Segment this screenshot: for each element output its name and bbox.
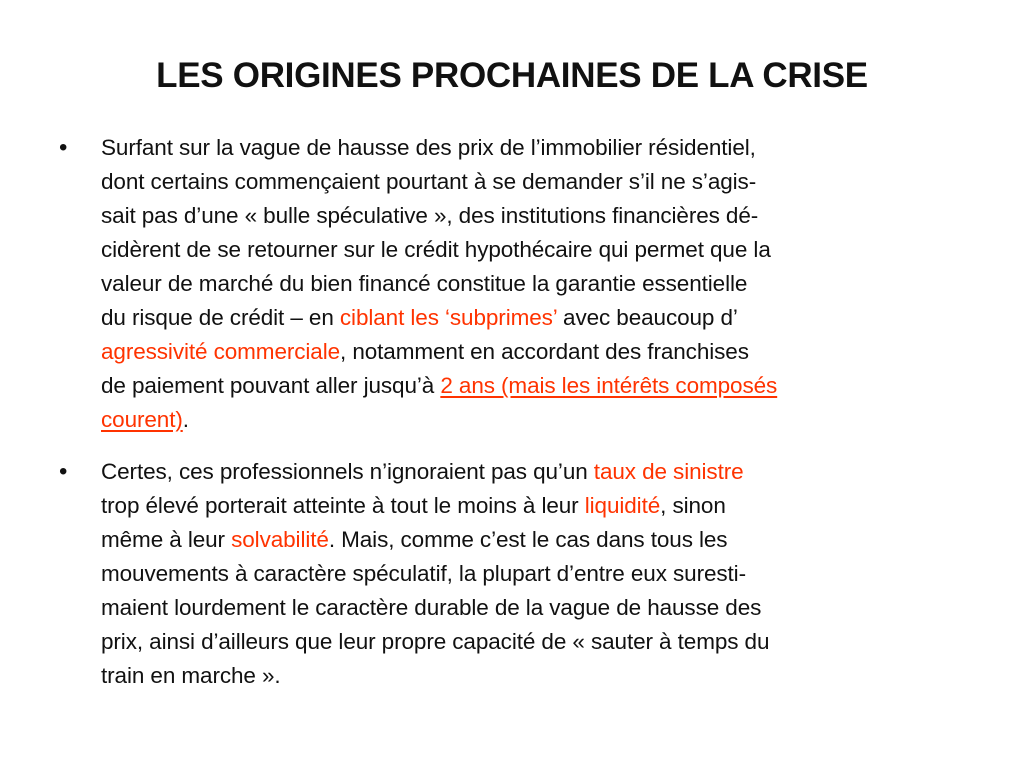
text-line: sait pas d’une « bulle spéculative », des institutions financières dé- bbox=[101, 203, 759, 228]
text-line: valeur de marché du bien financé constitue la garantie essentielle bbox=[101, 271, 748, 296]
bullet-icon: • bbox=[59, 134, 68, 161]
text-line bbox=[101, 301, 971, 335]
text-segment: . Mais, comme c’est le cas dans tous les bbox=[328, 527, 728, 552]
text-line: cidèrent de se retourner sur le crédit hypothécaire qui permet que la bbox=[101, 237, 771, 262]
text-line bbox=[101, 523, 971, 557]
highlight-liquidite: liquidité bbox=[584, 493, 661, 518]
text-line bbox=[101, 489, 971, 523]
text-line: maient lourdement le caractère durable de la vague de hausse des bbox=[101, 595, 762, 620]
text-line: mouvements à caractère spéculatif, la plupart d’entre eux suresti- bbox=[101, 561, 746, 586]
hyperlink-2-ans[interactable]: 2 ans (mais les intérêts composés bbox=[440, 373, 778, 398]
text-line bbox=[101, 403, 971, 437]
text-segment: avec beaucoup d’ bbox=[556, 305, 738, 330]
text-line: dont certains commençaient pourtant à se demander s’il ne s’agis- bbox=[101, 169, 757, 194]
highlight-taux-de-sinistre: taux de sinistre bbox=[593, 459, 744, 484]
text-line bbox=[101, 455, 971, 489]
text-line bbox=[101, 335, 971, 369]
bullet-item-1 bbox=[0, 131, 1024, 437]
bullet-list bbox=[0, 131, 1024, 711]
bullet-text-1 bbox=[101, 131, 971, 437]
text-segment: Certes, ces professionnels n’ignoraient pas qu’un bbox=[101, 459, 594, 484]
text-line: Surfant sur la vague de hausse des prix de l’immobilier résidentiel, bbox=[101, 135, 756, 160]
text-segment: . bbox=[182, 407, 189, 432]
text-segment: du risque de crédit – en bbox=[101, 305, 340, 330]
text-segment: , sinon bbox=[660, 493, 726, 518]
text-segment: trop élevé porterait atteinte à tout le moins à leur bbox=[101, 493, 585, 518]
slide-title: LES ORIGINES PROCHAINES DE LA CRISE bbox=[156, 56, 868, 95]
bullet-icon: • bbox=[59, 458, 68, 485]
text-segment: , notamment en accordant des franchises bbox=[340, 339, 749, 364]
text-line: prix, ainsi d’ailleurs que leur propre capacité de « sauter à temps du bbox=[101, 629, 770, 654]
highlight-subprimes: ciblant les ‘subprimes’ bbox=[339, 305, 557, 330]
bullet-item-2 bbox=[0, 455, 1024, 693]
text-segment: de paiement pouvant aller jusqu’à bbox=[101, 373, 441, 398]
bullet-text-2 bbox=[101, 455, 971, 693]
text-segment: même à leur bbox=[101, 527, 232, 552]
text-line bbox=[101, 369, 971, 403]
highlight-solvabilite: solvabilité bbox=[231, 527, 329, 552]
highlight-agressivite: agressivité commerciale bbox=[101, 339, 341, 364]
hyperlink-courent[interactable]: courent) bbox=[101, 407, 183, 432]
text-line: train en marche ». bbox=[101, 663, 281, 688]
